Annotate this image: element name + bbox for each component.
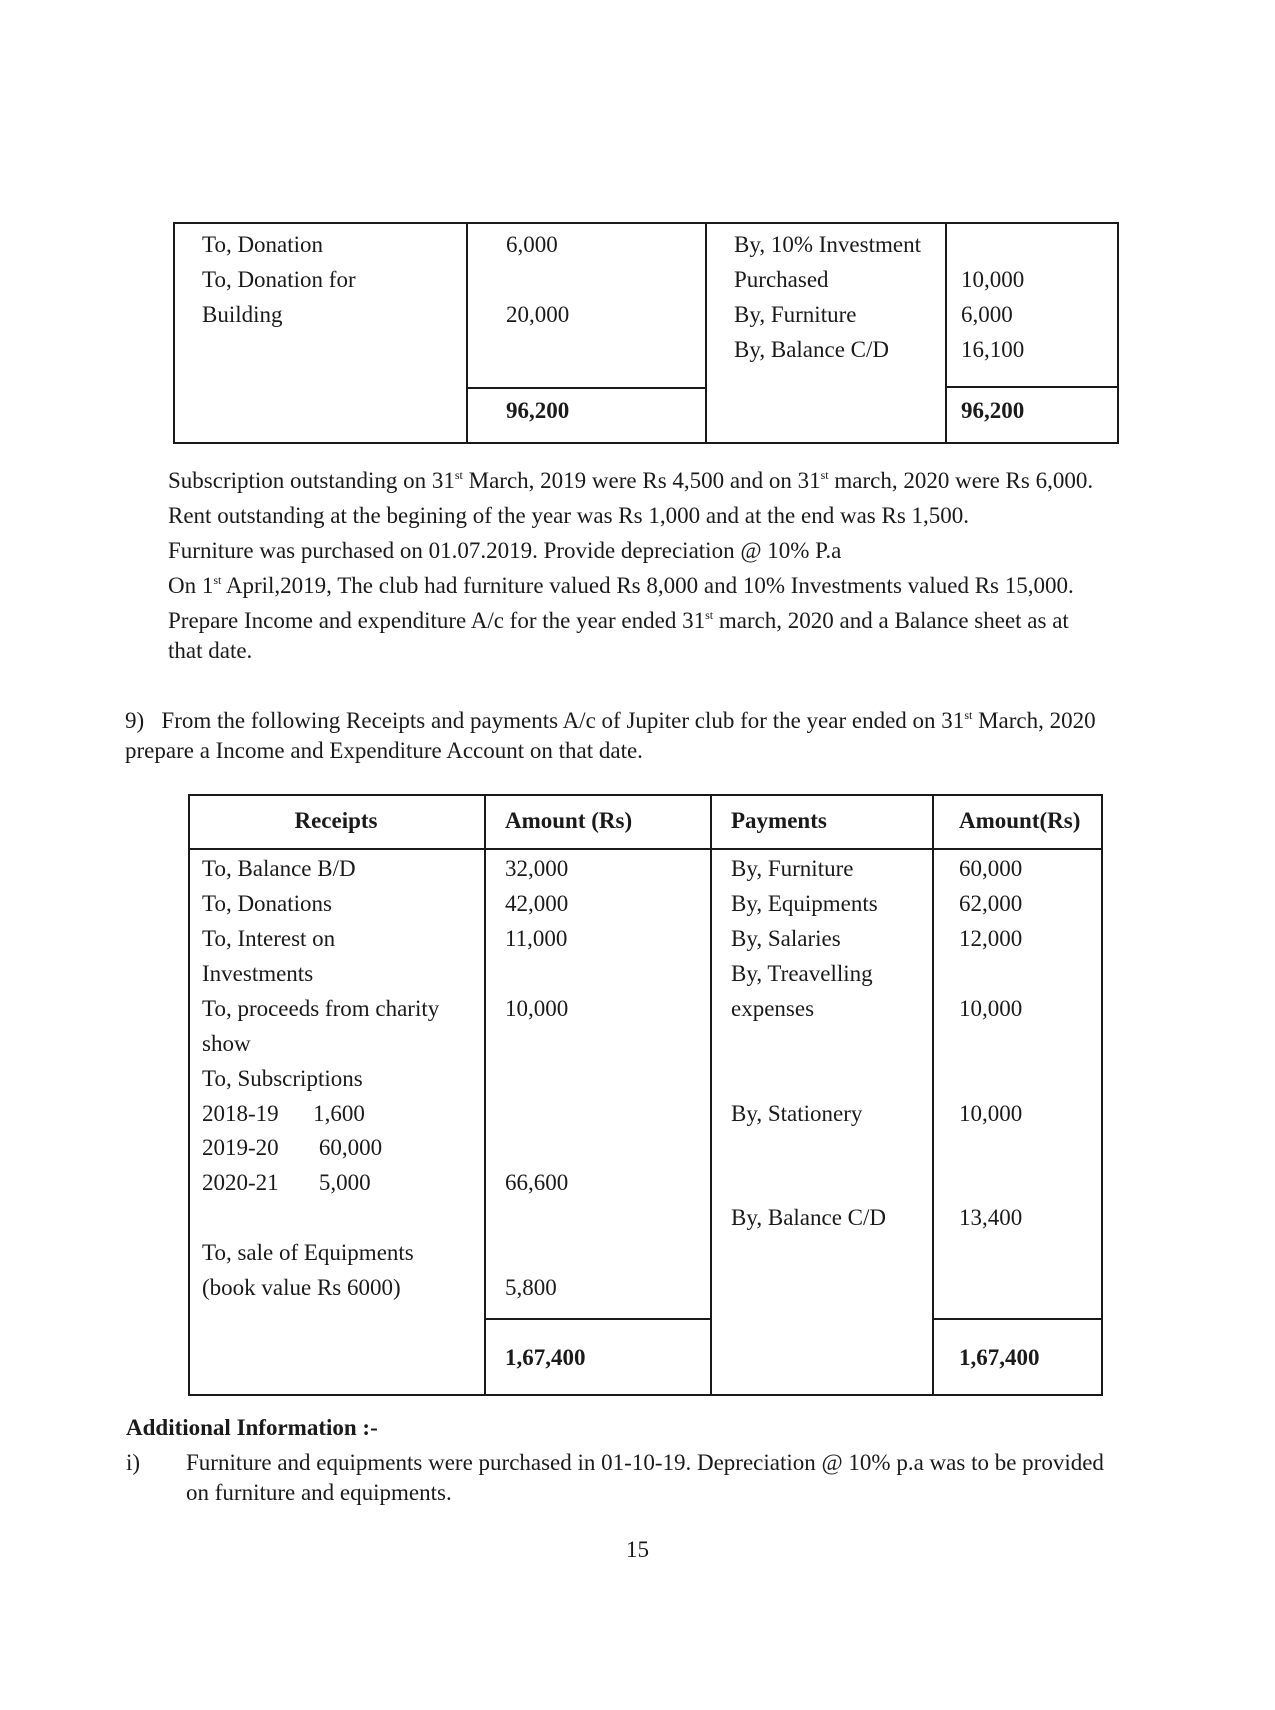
text: march, 2020 were Rs 6,000. xyxy=(828,468,1094,493)
paragraph-line xyxy=(168,569,1074,604)
receipt-item: To, Interest on xyxy=(202,926,336,951)
receipt-item: (book value Rs 6000) xyxy=(202,1275,401,1300)
superscript: st xyxy=(454,468,463,482)
payment-item: By, Treavelling xyxy=(731,961,873,986)
table-1-right-label: By, 10% Investment xyxy=(734,232,921,257)
header-receipts: Receipts xyxy=(294,808,378,833)
header-amount-receipts: Amount (Rs) xyxy=(505,808,633,833)
table-1-divider xyxy=(705,222,707,444)
payment-amount: 12,000 xyxy=(959,926,1023,951)
question-9-line xyxy=(125,706,1096,736)
superscript: st xyxy=(820,468,829,482)
text: Prepare Income and expenditure A/c for the year ended 31 xyxy=(168,608,706,633)
payment-amount: 60,000 xyxy=(959,856,1023,881)
text: April,2019, The club had furniture valued Rs 8,000 and 10% Investments valued Rs 15,000. xyxy=(221,573,1074,598)
receipt-amount: 66,600 xyxy=(505,1170,569,1195)
receipt-item: 2020-21 5,000 xyxy=(202,1170,371,1195)
page-number: 15 xyxy=(626,1537,649,1562)
receipt-item: To, Balance B/D xyxy=(202,856,356,881)
text: On 1 xyxy=(168,573,214,598)
paragraph-line: Rent outstanding at the begining of the year was Rs 1,000 and at the end was Rs 1,500. xyxy=(168,503,970,528)
question-9-line: prepare a Income and Expenditure Account on that date. xyxy=(125,738,643,763)
header-amount-payments: Amount(Rs) xyxy=(959,808,1081,833)
payment-amount: 10,000 xyxy=(959,996,1023,1021)
table-2-total-rule xyxy=(932,1318,1103,1320)
payment-item: By, Salaries xyxy=(731,926,841,951)
additional-info-heading: Additional Information :- xyxy=(126,1415,378,1440)
table-1-divider xyxy=(466,222,468,444)
table-2-total-payments: 1,67,400 xyxy=(959,1345,1040,1370)
paragraph-line: that date. xyxy=(168,638,253,663)
table-1-left-amount: 20,000 xyxy=(506,302,570,327)
table-2-total-rule xyxy=(484,1318,711,1320)
additional-info-line: Furniture and equipments were purchased in 01-10-19. Depreciation @ 10% p.a was to be provided xyxy=(186,1450,1104,1475)
table-2-total-receipts: 1,67,400 xyxy=(505,1345,586,1370)
receipt-item: To, Donations xyxy=(202,891,332,916)
receipt-amount: 42,000 xyxy=(505,891,569,916)
payment-item: By, Stationery xyxy=(731,1101,863,1126)
table-1-divider xyxy=(945,222,947,444)
payment-item: By, Equipments xyxy=(731,891,878,916)
superscript: st xyxy=(705,608,714,622)
table-1-total-rule xyxy=(466,387,706,389)
table-2-divider xyxy=(484,794,486,1396)
receipt-amount: 11,000 xyxy=(505,926,568,951)
receipt-item: To, proceeds from charity xyxy=(202,996,440,1021)
receipt-item: show xyxy=(202,1031,251,1056)
receipt-amount: 10,000 xyxy=(505,996,569,1021)
additional-info-marker: i) xyxy=(126,1450,141,1475)
table-1-left-label: To, Donation xyxy=(202,232,324,257)
receipt-item: 2019-20 60,000 xyxy=(202,1135,383,1160)
payment-amount: 62,000 xyxy=(959,891,1023,916)
table-2-divider xyxy=(710,794,712,1396)
receipt-item: To, sale of Equipments xyxy=(202,1240,414,1265)
receipt-item: Investments xyxy=(202,961,314,986)
receipt-amount: 5,800 xyxy=(505,1275,557,1300)
text: Subscription outstanding on 31 xyxy=(168,468,455,493)
paragraph-line xyxy=(168,464,1093,499)
table-1-right-amount: 6,000 xyxy=(961,302,1013,327)
table-1-right-label: Purchased xyxy=(734,267,829,292)
table-1-total-rule xyxy=(945,386,1119,388)
additional-info-line: on furniture and equipments. xyxy=(186,1480,452,1505)
table-1-right-label: By, Furniture xyxy=(734,302,857,327)
table-1-total-left: 96,200 xyxy=(506,398,570,423)
superscript: st xyxy=(213,573,222,587)
payment-item: expenses xyxy=(731,996,815,1021)
text: March, 2020 xyxy=(972,708,1096,733)
table-1-left-label: To, Donation for xyxy=(202,267,356,292)
table-1-right-label: By, Balance C/D xyxy=(734,337,890,362)
table-1-total-right: 96,200 xyxy=(961,398,1025,423)
receipt-item: 2018-19 1,600 xyxy=(202,1101,365,1126)
text: 9) From the following Receipts and payments A/c of Jupiter club for the year ended on 31 xyxy=(125,708,965,733)
header-payments: Payments xyxy=(731,808,827,833)
paragraph-line: Furniture was purchased on 01.07.2019. Provide depreciation @ 10% P.a xyxy=(168,538,842,563)
table-2-divider xyxy=(932,794,934,1396)
table-2-header-rule xyxy=(188,848,1103,850)
text: march, 2020 and a Balance sheet as at xyxy=(713,608,1069,633)
table-1-right-amount: 16,100 xyxy=(961,337,1025,362)
table-1-left-amount: 6,000 xyxy=(506,232,558,257)
receipt-amount: 32,000 xyxy=(505,856,569,881)
payment-amount: 13,400 xyxy=(959,1205,1023,1230)
text: March, 2019 were Rs 4,500 and on 31 xyxy=(462,468,821,493)
superscript: st xyxy=(964,708,973,722)
paragraph-line xyxy=(168,604,1069,639)
receipt-item: To, Subscriptions xyxy=(202,1066,363,1091)
payment-item: By, Balance C/D xyxy=(731,1205,887,1230)
payment-amount: 10,000 xyxy=(959,1101,1023,1126)
payment-item: By, Furniture xyxy=(731,856,854,881)
table-1-left-label: Building xyxy=(202,302,283,327)
table-1-right-amount: 10,000 xyxy=(961,267,1025,292)
